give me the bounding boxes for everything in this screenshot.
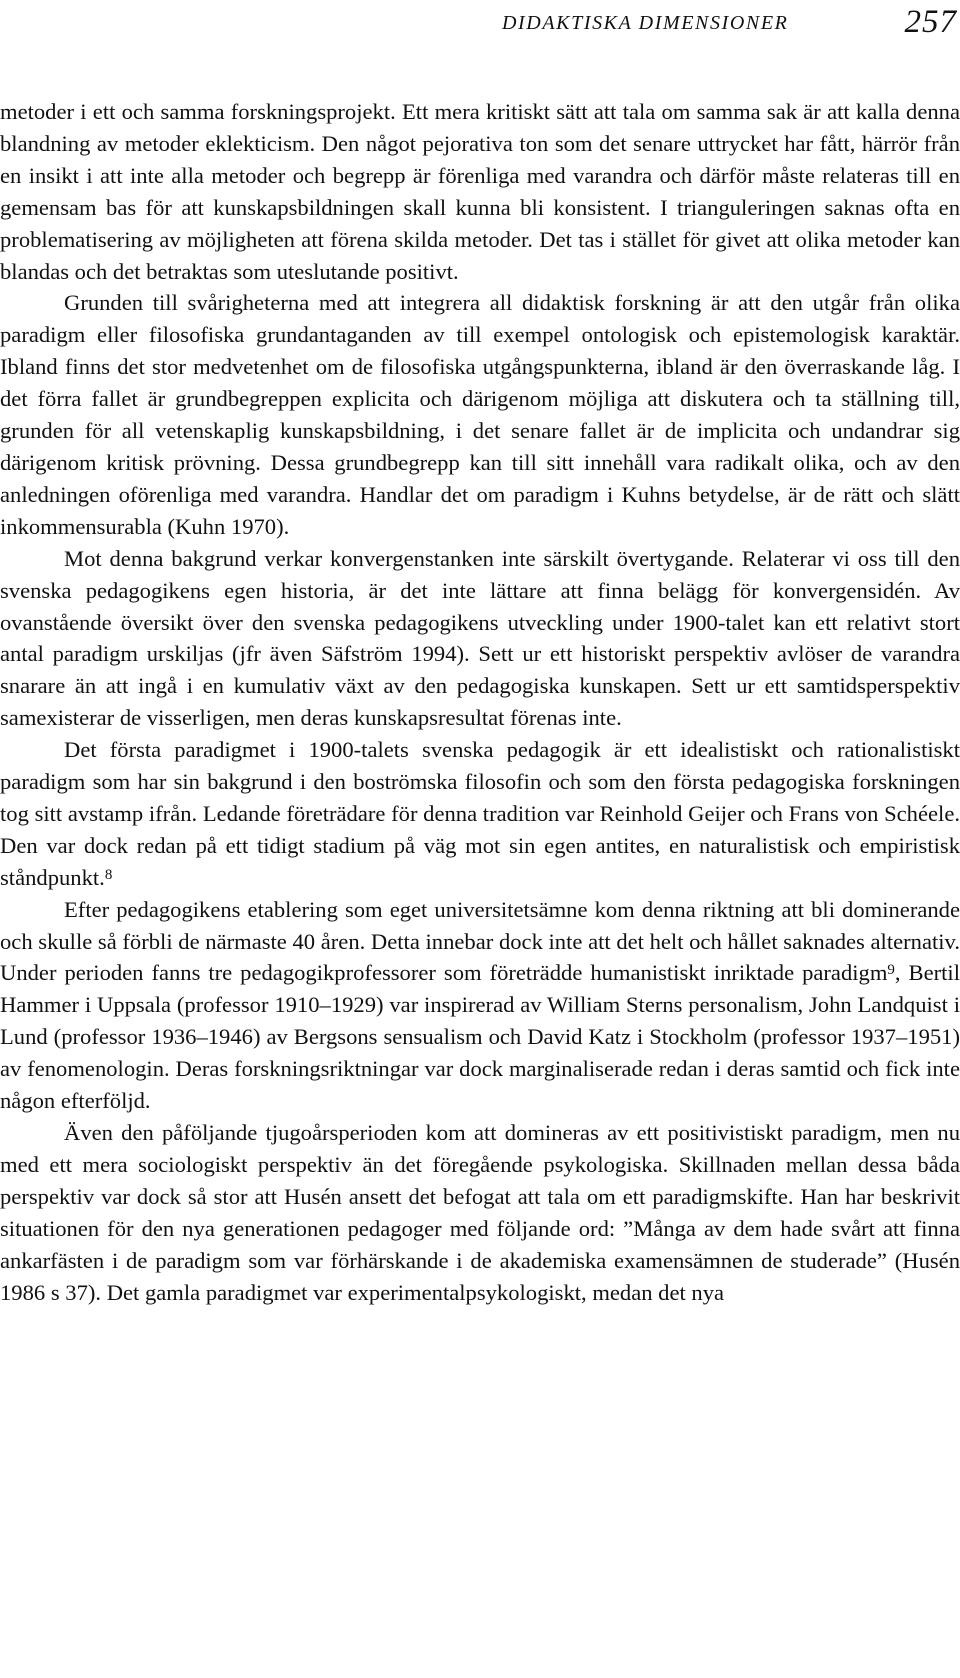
paragraph-3: Mot denna bakgrund verkar konvergenstanken inte särskilt övertygande. Relaterar vi oss till den svenska pedagogikens egen historia, är det inte lättare att finna belägg för konvergensidén. Av ovanstående översikt över den svenska pedagogikens utveckling under 1900-talet kan ett relativt stort antal paradigm urskiljas (jfr även Säfström 1994). Sett ur ett historiskt perspektiv avlöser de varandra snarare än att ingå i en kumulativ växt av den pedagogiska kunskapen. Sett ur ett samtidsperspektiv samexisterar de visserligen, men deras kunskapsresultat förenas inte. <box>0 545 960 731</box>
paragraph-4 <box>0 734 960 894</box>
paragraph-4-text: Det första paradigmet i 1900-talets svenska pedagogik är ett idealistiskt och rationalistiskt paradigm som har sin bakgrund i den boströmska filosofin och som den första pedagogiska forskningen tog sitt avstamp ifrån. Ledande företrädare för denna tradition var Reinhold Geijer och Frans von Schéele. Den var dock redan på ett tidigt stadium på väg mot sin egen antites, en naturalistisk och empiristisk ståndpunkt. <box>0 737 960 890</box>
body-text <box>0 96 960 1308</box>
paragraph-5-text-before: Efter pedagogikens etablering som eget universitetsämne kom denna riktning att bli dominerande och skulle så förbli de närmaste 40 åren. Detta innebar dock inte att det helt och hållet saknades alternativ. Under perioden fanns tre pedagogikprofessorer som företrädde humanistiskt inriktade paradigm <box>0 896 960 986</box>
paragraph-2: Grunden till svårigheterna med att integrera all didaktisk forskning är att den utgår från olika paradigm eller filosofiska grundantaganden av till exempel ontologisk och epistemologisk karaktär. Ibland finns det stor medvetenhet om de filosofiska utgångspunkterna, ibland är den överraskande låg. I det förra fallet är grundbegreppen explicita och därigenom möjliga att diskutera och ta ställning till, grunden för all vetenskaplig kunskapsbildning, i det senare fallet är de implicita och undandrar sig därigenom kritisk prövning. Dessa grundbegrepp kan till sitt innehåll vara radikalt olika, och av den anledningen oförenliga med varandra. Handlar det om paradigm i Kuhns betydelse, är de rätt och slätt inkommensurabla (Kuhn 1970). <box>0 290 960 539</box>
paragraph-5 <box>0 894 960 1117</box>
paragraph-1: metoder i ett och samma forskningsprojekt. Ett mera kritiskt sätt att tala om samma sak är att kalla denna blandning av metoder eklekticism. Den något pejorativa ton som det senare uttrycket har fått, härrör från en insikt i att inte alla metoder och begrepp är förenliga med varandra och därför måste relateras till en gemensam bas för att kunskapsbildningen skall kunna bli konsistent. I trianguleringen saknas ofta en problematisering av möjligheten att förena skilda metoder. Det tas i stället för givet att olika metoder kan blandas och det betraktas som uteslutande positivt. <box>0 99 960 284</box>
running-title: DIDAKTISKA DIMENSIONER <box>502 12 789 34</box>
page-number: 257 <box>904 4 957 40</box>
paragraph-5-text-after: , Bertil Hammer i Uppsala (professor 1910–1929) var inspirerad av William Sterns personalism, John Landquist i Lund (professor 1936–1946) av Bergsons sensualism och David Katz i Stockholm (professor 1937–1951) av fenomenologin. Deras forskningsriktningar var dock marginaliserade redan i deras samtid och fick inte någon efterföljd. <box>0 960 960 1114</box>
running-head <box>0 4 960 44</box>
footnote-marker: 9 <box>887 962 895 979</box>
footnote-marker: 8 <box>104 866 113 883</box>
paragraph-6: Även den påföljande tjugoårsperioden kom att domineras av ett positivistiskt paradigm, men nu med ett mera sociologiskt perspektiv än det föregående psykologiska. Skillnaden mellan dessa båda perspektiv var dock så stor att Husén ansett det befogat att tala om ett paradigmskifte. Han har beskrivit situationen för den nya generationen pedagoger med följande ord: ”Många av dem hade svårt att finna ankarfästen i de paradigm som var förhärskande i de akademiska examensämnen de studerade” (Husén 1986 s 37). Det gamla paradigmet var experimentalpsykologiskt, medan det nya <box>0 1120 960 1305</box>
